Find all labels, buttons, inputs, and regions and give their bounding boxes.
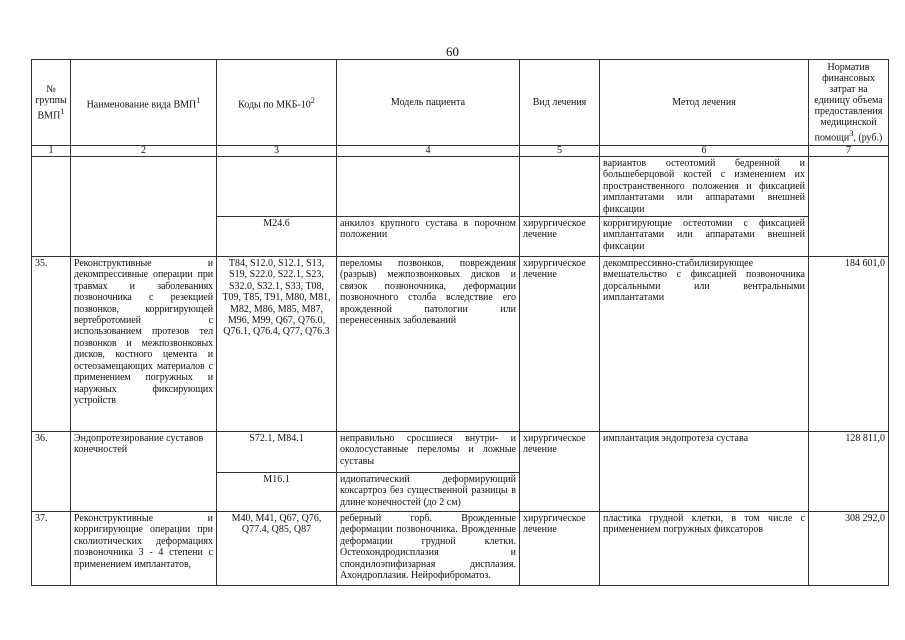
cell-treatment-type (520, 157, 600, 217)
cell-treatment-method: корригирующие остеотомии с фиксацией имплантатами или аппаратами внешней фиксации (600, 217, 809, 257)
header-patient-model: Модель пациента (337, 60, 520, 146)
column-number: 6 (600, 146, 809, 157)
cell-patient-model: переломы позвонков, повреждения (разрыв) межпозвонковых дисков и связок позвоночника, деформации позвоночного столба вследствие его врожденной патологии или перенесенных заболеваний (337, 257, 520, 432)
cell-cost: 184 601,0 (809, 257, 889, 432)
cell-patient-model: анкилоз крупного сустава в порочном положении (337, 217, 520, 257)
cell-vmp-name: Реконструктивные и декомпрессивные операции при травмах и заболеваниях позвоночника с резекцией позвонков, корригирующей вертебротомией с использованием протезов тел позвонков и межпозвонковых дисков, костного цемента и остеозамещающих материалов с применением погружных и наружных фиксирующих устройств (71, 257, 217, 432)
cell-patient-model: реберный горб. Врожденные деформации позвоночника. Врожденные деформации грудной клетки. Остеохондродисплазия и спондилоэпифизарная дисплазия. Ахондроплазия. Нейрофиброматоз. (337, 512, 520, 586)
header-cost-norm: Норматив финансовых затрат на единицу объема предоставления медицинской помощи$^3$, (руб.) (809, 60, 889, 146)
cell-vmp-name (71, 157, 217, 257)
cell-treatment-method: декомпрессивно-стабилизирующее вмешательство с фиксацией позвоночника дорсальными или вентральными имплантатами (600, 257, 809, 432)
column-number: 2 (71, 146, 217, 157)
table-row (32, 157, 889, 217)
cell-treatment-type: хирургическое лечение (520, 217, 600, 257)
header-icd-codes: Коды по МКБ-$10^2$ (217, 60, 337, 146)
table-row (32, 512, 889, 586)
column-number-row (32, 146, 889, 157)
column-number: 1 (32, 146, 71, 157)
cell-icd-codes: M40, M41, Q67, Q76, Q77.4, Q85, Q87 (217, 512, 337, 586)
cell-icd-codes: S72.1, M84.1 (217, 432, 337, 473)
cell-treatment-type: хирургическое лечение (520, 432, 600, 512)
cell-group-number: 35. (32, 257, 71, 432)
header-treatment-method: Метод лечения (600, 60, 809, 146)
table-row (32, 432, 889, 473)
cell-cost (809, 157, 889, 257)
column-number: 3 (217, 146, 337, 157)
cell-group-number: 36. (32, 432, 71, 512)
cell-vmp-name: Эндопротезирование суставов конечностей (71, 432, 217, 512)
cell-cost: 128 811,0 (809, 432, 889, 512)
column-number: 4 (337, 146, 520, 157)
cell-icd-codes: M16.1 (217, 473, 337, 512)
cell-icd-codes (217, 157, 337, 217)
cell-icd-codes: T84, S12.0, S12.1, S13, S19, S22.0, S22.1, S23, S32.0, S32.1, S33, T08, T09, T85, T91, M80, M81, M82, M86, M85, M87, M96, M99, Q67, Q76.0, Q76.1, Q76.4, Q77, Q76.3 (217, 257, 337, 432)
page-number: 60 (446, 44, 459, 59)
cell-vmp-name: Реконструктивные и корригирующие операции при сколиотических деформациях позвоночника 3 - 4 степени с применением имплантатов, (71, 512, 217, 586)
cell-treatment-method: пластика грудной клетки, в том числе с применением погружных фиксаторов (600, 512, 809, 586)
cell-patient-model: неправильно сросшиеся внутри- и околосуставные переломы и ложные суставы (337, 432, 520, 473)
cell-group-number (32, 157, 71, 257)
header-group-number: № группы ВМП$^1$ (32, 60, 71, 146)
cell-treatment-method: вариантов остеотомий бедренной и большеберцовой костей с изменением их пространственного положения и фиксацией имплантатами или аппаратами внешней фиксации (600, 157, 809, 217)
cell-patient-model: идиопатический деформирующий коксартроз без существенной разницы в длине конечностей (до 2 см) (337, 473, 520, 512)
cell-group-number: 37. (32, 512, 71, 586)
vmp-table (31, 59, 889, 586)
column-number: 5 (520, 146, 600, 157)
header-vmp-name: Наименование вида ВМП$^1$ (71, 60, 217, 146)
cell-patient-model (337, 157, 520, 217)
cell-treatment-type: хирургическое лечение (520, 512, 600, 586)
cell-treatment-method: имплантация эндопротеза сустава (600, 432, 809, 512)
header-row (32, 60, 889, 146)
column-number: 7 (809, 146, 889, 157)
cell-cost: 308 292,0 (809, 512, 889, 586)
cell-icd-codes: M24.6 (217, 217, 337, 257)
table-row (32, 257, 889, 432)
header-treatment-type: Вид лечения (520, 60, 600, 146)
cell-treatment-type: хирургическое лечение (520, 257, 600, 432)
